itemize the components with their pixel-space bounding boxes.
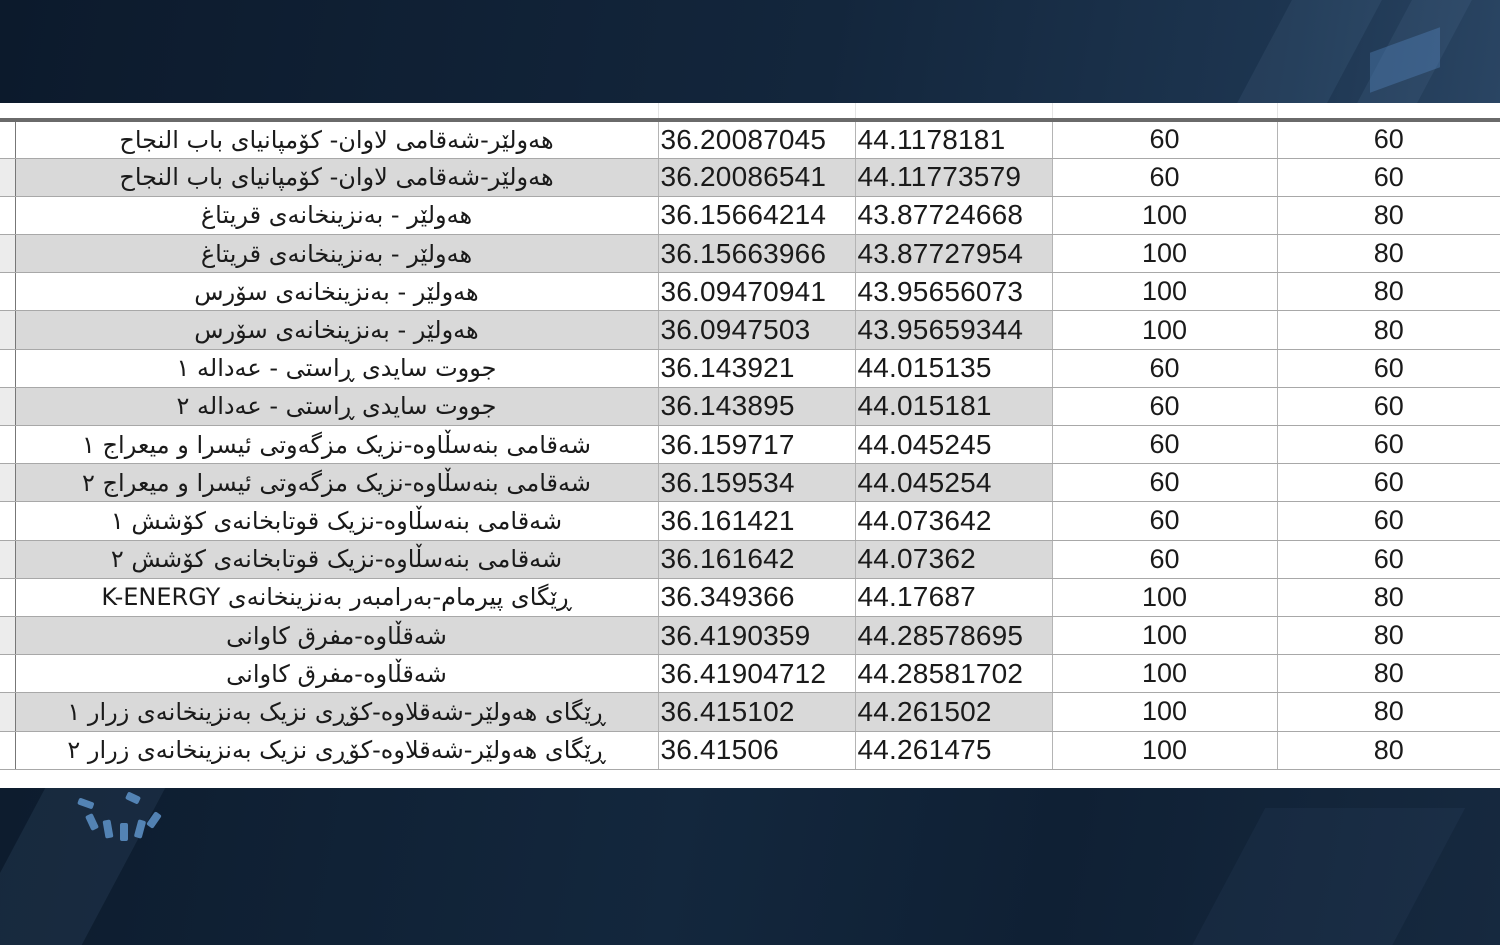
latitude-cell: 36.4190359 bbox=[658, 616, 855, 654]
speed-limit-secondary-cell: 80 bbox=[1277, 196, 1500, 234]
location-cell: هەولێر - بەنزینخانەی قریتاغ bbox=[15, 235, 658, 273]
latitude-cell: 36.161642 bbox=[658, 540, 855, 578]
speed-limit-cell: 60 bbox=[1052, 426, 1277, 464]
latitude-cell: 36.41506 bbox=[658, 731, 855, 769]
longitude-cell: 44.17687 bbox=[855, 578, 1052, 616]
table-row bbox=[0, 693, 1500, 731]
row-edge-cell bbox=[0, 693, 15, 731]
table-row bbox=[0, 273, 1500, 311]
speed-limit-secondary-cell: 60 bbox=[1277, 158, 1500, 196]
location-cell: شەقڵاوە-مفرق کاوانی bbox=[15, 616, 658, 654]
location-cell: جووت سایدی ڕاستی - عەداله ٢ bbox=[15, 387, 658, 425]
row-edge-cell bbox=[0, 349, 15, 387]
latitude-cell: 36.0947503 bbox=[658, 311, 855, 349]
row-edge-cell bbox=[0, 578, 15, 616]
speed-limit-secondary-cell: 80 bbox=[1277, 655, 1500, 693]
speed-limit-cell: 100 bbox=[1052, 196, 1277, 234]
latitude-cell: 36.143921 bbox=[658, 349, 855, 387]
location-cell: ڕێگای هەولێر-شەقلاوە-کۆڕی نزیک بەنزینخانەی زرار ١ bbox=[15, 693, 658, 731]
location-cell: هەولێر - بەنزینخانەی سۆرس bbox=[15, 311, 658, 349]
latitude-cell: 36.143895 bbox=[658, 387, 855, 425]
row-edge-cell bbox=[0, 196, 15, 234]
row-edge-cell bbox=[0, 120, 15, 158]
table-row bbox=[0, 426, 1500, 464]
spreadsheet-image bbox=[0, 103, 1500, 788]
row-edge-cell bbox=[0, 311, 15, 349]
table-row bbox=[0, 196, 1500, 234]
table-row bbox=[0, 502, 1500, 540]
speed-limit-secondary-cell: 60 bbox=[1277, 464, 1500, 502]
longitude-cell: 44.045245 bbox=[855, 426, 1052, 464]
speed-limit-cell: 100 bbox=[1052, 578, 1277, 616]
background-top bbox=[0, 0, 1500, 103]
longitude-cell: 44.28578695 bbox=[855, 616, 1052, 654]
location-cell: هەولێر - بەنزینخانەی سۆرس bbox=[15, 273, 658, 311]
speed-limit-secondary-cell: 60 bbox=[1277, 540, 1500, 578]
speed-limit-cell: 60 bbox=[1052, 120, 1277, 158]
speed-limit-secondary-cell: 60 bbox=[1277, 387, 1500, 425]
longitude-cell: 43.95656073 bbox=[855, 273, 1052, 311]
latitude-cell: 36.15664214 bbox=[658, 196, 855, 234]
speed-limit-cell: 100 bbox=[1052, 731, 1277, 769]
longitude-cell: 43.87724668 bbox=[855, 196, 1052, 234]
table-row bbox=[0, 158, 1500, 196]
speed-limit-cell: 60 bbox=[1052, 158, 1277, 196]
longitude-cell: 44.1178181 bbox=[855, 120, 1052, 158]
table-body bbox=[0, 120, 1500, 769]
speed-limit-cell: 60 bbox=[1052, 349, 1277, 387]
row-edge-cell bbox=[0, 158, 15, 196]
speed-limit-cell: 100 bbox=[1052, 311, 1277, 349]
location-cell: هەولێر-شەقامی لاوان- کۆمپانیای باب النجاح bbox=[15, 158, 658, 196]
latitude-cell: 36.41904712 bbox=[658, 655, 855, 693]
table-row bbox=[0, 578, 1500, 616]
location-cell: شەقڵاوە-مفرق کاوانی bbox=[15, 655, 658, 693]
speed-limit-secondary-cell: 80 bbox=[1277, 273, 1500, 311]
row-edge-cell bbox=[0, 464, 15, 502]
table-row bbox=[0, 655, 1500, 693]
row-edge-cell bbox=[0, 273, 15, 311]
speed-limit-cell: 100 bbox=[1052, 616, 1277, 654]
speed-camera-table bbox=[0, 118, 1500, 770]
longitude-cell: 44.11773579 bbox=[855, 158, 1052, 196]
latitude-cell: 36.349366 bbox=[658, 578, 855, 616]
speed-limit-secondary-cell: 80 bbox=[1277, 693, 1500, 731]
table-row bbox=[0, 235, 1500, 273]
row-edge-cell bbox=[0, 540, 15, 578]
latitude-cell: 36.15663966 bbox=[658, 235, 855, 273]
row-edge-cell bbox=[0, 387, 15, 425]
location-cell: هەولێر-شەقامی لاوان- کۆمپانیای باب النجاح bbox=[15, 120, 658, 158]
longitude-cell: 44.045254 bbox=[855, 464, 1052, 502]
table-row bbox=[0, 464, 1500, 502]
longitude-cell: 43.87727954 bbox=[855, 235, 1052, 273]
speed-limit-cell: 60 bbox=[1052, 540, 1277, 578]
longitude-cell: 44.28581702 bbox=[855, 655, 1052, 693]
table-row bbox=[0, 731, 1500, 769]
table-row bbox=[0, 616, 1500, 654]
table-row bbox=[0, 349, 1500, 387]
row-edge-cell bbox=[0, 616, 15, 654]
location-cell: شەقامی بنەسڵاوە-نزیک مزگەوتی ئیسرا و میعراج ٢ bbox=[15, 464, 658, 502]
latitude-cell: 36.159534 bbox=[658, 464, 855, 502]
speed-limit-secondary-cell: 60 bbox=[1277, 426, 1500, 464]
background-bottom bbox=[0, 788, 1500, 945]
speed-limit-cell: 60 bbox=[1052, 387, 1277, 425]
speed-limit-cell: 100 bbox=[1052, 655, 1277, 693]
location-cell: شەقامی بنەسڵاوە-نزیک قوتابخانەی کۆشش ٢ bbox=[15, 540, 658, 578]
location-cell: ڕێگای هەولێر-شەقلاوە-کۆڕی نزیک بەنزینخانەی زرار ٢ bbox=[15, 731, 658, 769]
longitude-cell: 44.261502 bbox=[855, 693, 1052, 731]
speed-limit-secondary-cell: 60 bbox=[1277, 120, 1500, 158]
longitude-cell: 44.073642 bbox=[855, 502, 1052, 540]
latitude-cell: 36.20086541 bbox=[658, 158, 855, 196]
row-edge-cell bbox=[0, 502, 15, 540]
location-cell: ڕێگای پیرمام-بەرامبەر بەنزینخانەی K-ENERGY bbox=[15, 578, 658, 616]
location-cell: شەقامی بنەسڵاوە-نزیک قوتابخانەی کۆشش ١ bbox=[15, 502, 658, 540]
speed-limit-secondary-cell: 80 bbox=[1277, 616, 1500, 654]
location-cell: شەقامی بنەسڵاوە-نزیک مزگەوتی ئیسرا و میعراج ١ bbox=[15, 426, 658, 464]
row-edge-cell bbox=[0, 426, 15, 464]
latitude-cell: 36.161421 bbox=[658, 502, 855, 540]
location-cell: جووت سایدی ڕاستی - عەداله ١ bbox=[15, 349, 658, 387]
table-row bbox=[0, 120, 1500, 158]
table-row bbox=[0, 311, 1500, 349]
latitude-cell: 36.09470941 bbox=[658, 273, 855, 311]
longitude-cell: 44.015135 bbox=[855, 349, 1052, 387]
longitude-cell: 44.015181 bbox=[855, 387, 1052, 425]
row-edge-cell bbox=[0, 235, 15, 273]
speed-limit-cell: 100 bbox=[1052, 693, 1277, 731]
speed-limit-secondary-cell: 80 bbox=[1277, 311, 1500, 349]
latitude-cell: 36.159717 bbox=[658, 426, 855, 464]
table-row bbox=[0, 387, 1500, 425]
latitude-cell: 36.415102 bbox=[658, 693, 855, 731]
speed-limit-cell: 100 bbox=[1052, 235, 1277, 273]
speed-limit-cell: 100 bbox=[1052, 273, 1277, 311]
speed-limit-cell: 60 bbox=[1052, 464, 1277, 502]
longitude-cell: 44.07362 bbox=[855, 540, 1052, 578]
speed-limit-secondary-cell: 80 bbox=[1277, 578, 1500, 616]
speed-limit-cell: 60 bbox=[1052, 502, 1277, 540]
sheet-top-margin bbox=[0, 103, 1500, 118]
speed-limit-secondary-cell: 80 bbox=[1277, 235, 1500, 273]
row-edge-cell bbox=[0, 731, 15, 769]
speed-limit-secondary-cell: 60 bbox=[1277, 502, 1500, 540]
location-cell: هەولێر - بەنزینخانەی قریتاغ bbox=[15, 196, 658, 234]
row-edge-cell bbox=[0, 655, 15, 693]
broadcaster-logo-icon bbox=[74, 790, 174, 850]
speed-limit-secondary-cell: 80 bbox=[1277, 731, 1500, 769]
longitude-cell: 43.95659344 bbox=[855, 311, 1052, 349]
latitude-cell: 36.20087045 bbox=[658, 120, 855, 158]
longitude-cell: 44.261475 bbox=[855, 731, 1052, 769]
speed-limit-secondary-cell: 60 bbox=[1277, 349, 1500, 387]
table-row bbox=[0, 540, 1500, 578]
